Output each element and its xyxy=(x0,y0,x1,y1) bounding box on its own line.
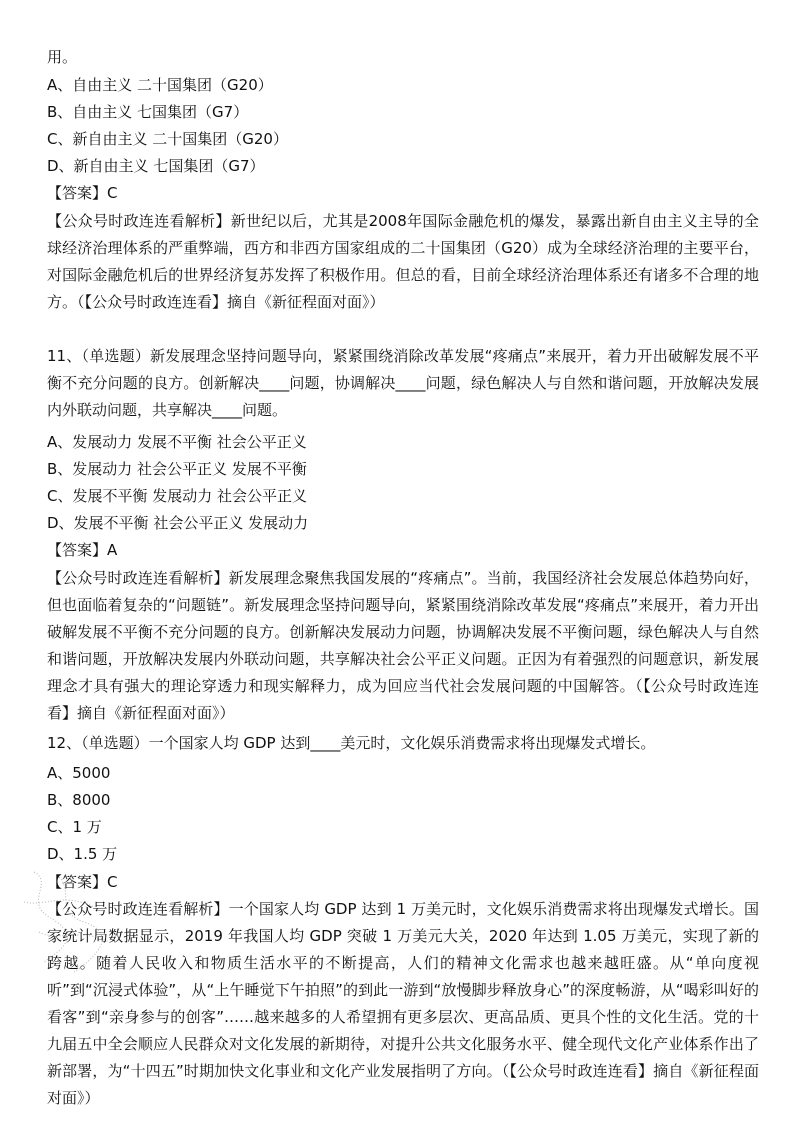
q10-option-c: C、新自由主义 二十国集团（G20） xyxy=(47,130,288,148)
q10-stem-tail: 用。 xyxy=(47,48,78,66)
q11-answer: 【答案】A xyxy=(47,541,118,559)
q12-stem: 12、（单选题）一个国家人均 GDP 达到____美元时，文化娱乐消费需求将出现爆发式增长。 xyxy=(47,734,656,752)
q12-option-d: D、1.5 万 xyxy=(47,845,118,863)
q10-answer: 【答案】C xyxy=(47,184,118,202)
q11-option-d: D、发展不平衡 社会公平正义 发展动力 xyxy=(47,514,309,532)
q10-option-d: D、新自由主义 七国集团（G7） xyxy=(47,157,265,175)
q11-analysis: 【公众号时政连连看解析】新发展理念聚焦我国发展的“疼痛点”。当前，我国经济社会发展总体趋势向好，但也面临着复杂的“问题链”。新发展理念坚持问题导向，紧紧围绕消除改革发展“疼痛点”来展开，着力开出破解发展不平衡不充分问题的良方。创新解决发展动力问题，协调解决发展不平衡问题，绿色解决人与自然和谐问题，开放解决发展内外联动问题，共享解决社会公平正义问题。正因为有着强烈的问题意识，新发展理念才具有强大的理论穿透力和现实解释力，成为回应当代社会发展问题的中国解答。（【公众号时政连连看】摘自《新征程面对面》） xyxy=(47,569,759,722)
q12-answer: 【答案】C xyxy=(47,873,118,891)
scan-scribble-mark xyxy=(14,862,134,982)
q11-stem: 11、（单选题）新发展理念坚持问题导向，紧紧围绕消除改革发展“疼痛点”来展开，着力开出破解发展不平衡不充分问题的良方。创新解决____问题，协调解决____问题，绿色解决人与自然和谐问题，开放解决发展内外联动问题，共享解决____问题。 xyxy=(47,347,759,419)
q10-analysis: 【公众号时政连连看解析】新世纪以后，尤其是2008年国际金融危机的爆发，暴露出新自由主义主导的全球经济治理体系的严重弊端，西方和非西方国家组成的二十国集团（G20）成为全球经济治理的主要平台，对国际金融危机后的世界经济复苏发挥了积极作用。但总的看，目前全球经济治理体系还有诸多不合理的地方。（【公众号时政连连看】摘自《新征程面对面》） xyxy=(47,212,759,311)
q12-option-a: A、5000 xyxy=(47,764,111,782)
q10-option-b: B、自由主义 七国集团（G7） xyxy=(47,103,249,121)
q12-analysis: 【公众号时政连连看解析】一个国家人均 GDP 达到 1 万美元时，文化娱乐消费需求将出现爆发式增长。国家统计局数据显示，2019 年我国人均 GDP 突破 1 万美元大关，2020 年达到 1.05 万美元，实现了新的跨越。随着人民收入和物质生活水平的不断提高，人们的精神文化需求也越来越旺盛。从“单向度视听”到“沉浸式体验”，从“上午睡觉下午拍照”的到此一游到“放慢脚步释放身心”的深度畅游，从“喝彩叫好的看客”到“亲身参与的创客”……越来越多的人希望拥有更多层次、更高品质、更具个性的文化生活。党的十九届五中全会顺应人民群众对文化发展的新期待，对提升公共文化服务水平、健全现代文化产业体系作出了新部署，为“十四五”时期加快文化事业和文化产业发展指明了方向。（【公众号时政连连看】摘自《新征程面对面》） xyxy=(47,900,759,1107)
q12-option-c: C、1 万 xyxy=(47,818,102,836)
q11-option-a: A、发展动力 发展不平衡 社会公平正义 xyxy=(47,433,307,451)
q10-option-a: A、自由主义 二十国集团（G20） xyxy=(47,76,273,94)
q11-option-b: B、发展动力 社会公平正义 发展不平衡 xyxy=(47,460,307,478)
q11-option-c: C、发展不平衡 发展动力 社会公平正义 xyxy=(47,487,308,505)
q12-option-b: B、8000 xyxy=(47,791,111,809)
